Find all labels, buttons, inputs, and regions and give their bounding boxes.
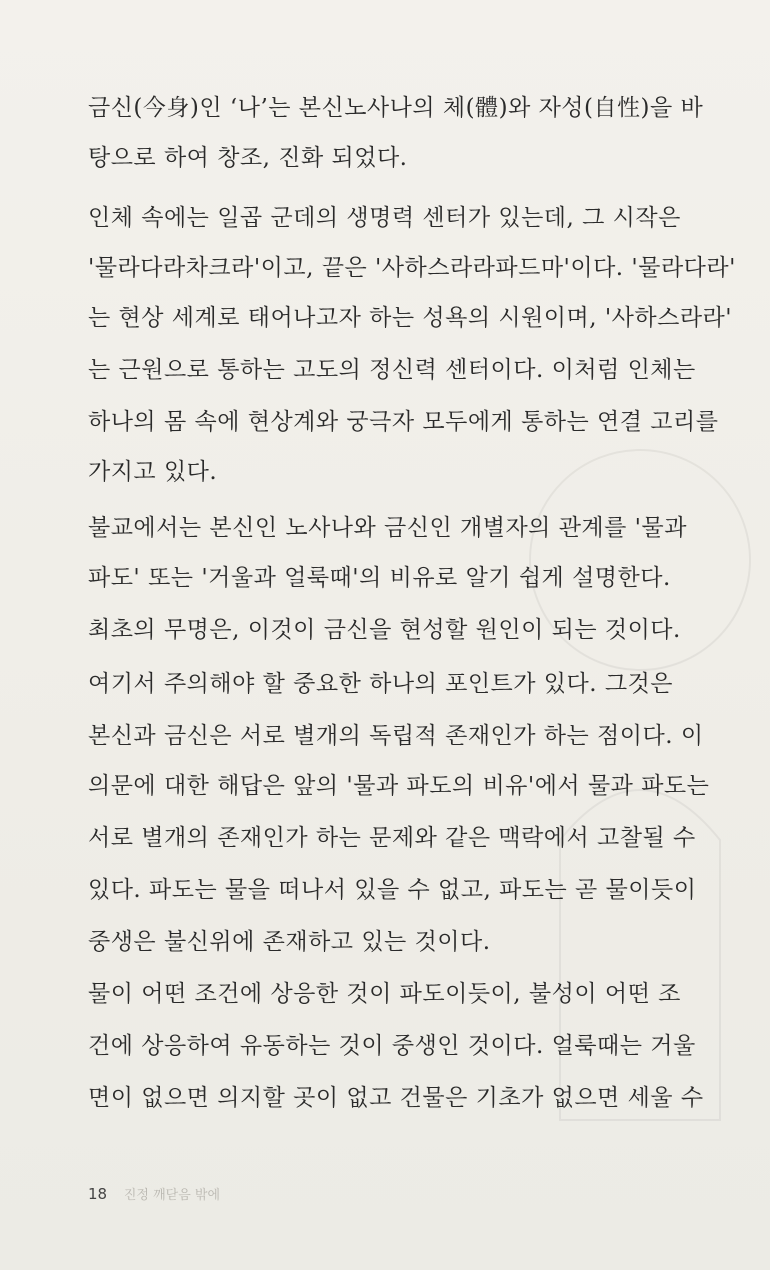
text-line: 의문에 대한 해답은 앞의 '물과 파도의 비유'에서 물과 파도는 <box>88 773 710 799</box>
text-line: 탕으로 하여 창조, 진화 되었다. <box>88 145 408 171</box>
text-line: 중생은 불신위에 존재하고 있는 것이다. <box>88 929 491 955</box>
text-line: 금신(今身)인 ‘나’는 본신노사나의 체(體)와 자성(自性)을 바 <box>88 95 704 121</box>
page-number: 18 <box>88 1185 108 1203</box>
text-line: 가지고 있다. <box>88 459 218 485</box>
show-through-illustration <box>520 140 760 1180</box>
text-line: 불교에서는 본신인 노사나와 금신인 개별자의 관계를 '물과 <box>88 515 687 541</box>
text-line: 인체 속에는 일곱 군데의 생명력 센터가 있는데, 그 시작은 <box>88 205 681 231</box>
text-line: 파도' 또는 '거울과 얼룩때'의 비유로 알기 쉽게 설명한다. <box>88 565 671 591</box>
text-line: 면이 없으면 의지할 곳이 없고 건물은 기초가 없으면 세울 수 <box>88 1085 704 1111</box>
text-line: 물이 어떤 조건에 상응한 것이 파도이듯이, 불성이 어떤 조 <box>88 981 681 1007</box>
text-line: 서로 별개의 존재인가 하는 문제와 같은 맥락에서 고찰될 수 <box>88 825 696 851</box>
text-line: 최초의 무명은, 이것이 금신을 현성할 원인이 되는 것이다. <box>88 617 681 643</box>
text-line: 있다. 파도는 물을 떠나서 있을 수 없고, 파도는 곧 물이듯이 <box>88 877 697 903</box>
text-line: '물라다라차크라'이고, 끝은 '사하스라라파드마'이다. '물라다라' <box>88 255 736 281</box>
text-line: 건에 상응하여 유동하는 것이 중생인 것이다. 얼룩때는 거울 <box>88 1033 696 1059</box>
text-line: 여기서 주의해야 할 중요한 하나의 포인트가 있다. 그것은 <box>88 671 674 697</box>
text-line: 본신과 금신은 서로 별개의 독립적 존재인가 하는 점이다. 이 <box>88 723 704 749</box>
running-title: 진정 깨닫음 밖에 <box>123 1188 221 1203</box>
page-footer <box>88 1184 220 1203</box>
text-line: 하나의 몸 속에 현상계와 궁극자 모두에게 통하는 연결 고리를 <box>88 409 719 435</box>
text-line: 는 현상 세계로 태어나고자 하는 성욕의 시원이며, '사하스라라' <box>88 305 733 331</box>
text-line: 는 근원으로 통하는 고도의 정신력 센터이다. 이처럼 인체는 <box>88 357 696 383</box>
